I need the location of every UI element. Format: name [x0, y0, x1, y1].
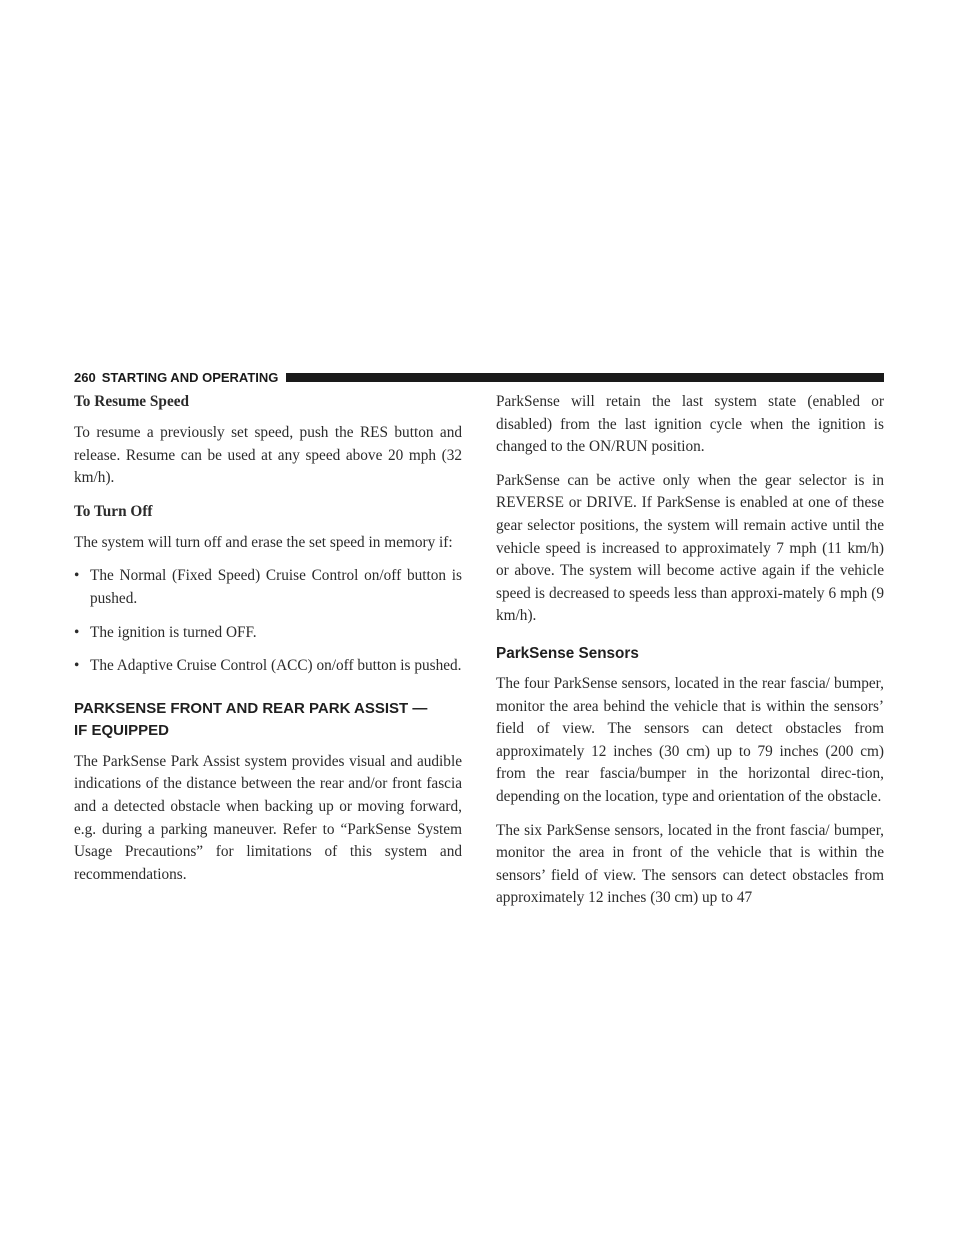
parksense-heading-line1: PARKSENSE FRONT AND REAR PARK ASSIST —	[74, 699, 428, 717]
bullet-icon: •	[74, 567, 80, 585]
rear-sensors-text: The four ParkSense sensors, located in the rear fascia/ bumper, monitor the area behind the vehicle that is within the sensors’ field of view. The sensors can detect obstacles from approximately 12 inches (30 cm) up to 79 inches (200 cm) from the rear fascia/bumper in the horizontal direc-tion, depending on the location, type and orientation of the obstacle.	[496, 674, 884, 805]
header-rule	[286, 373, 884, 382]
left-column	[74, 391, 462, 897]
bullet-icon: •	[74, 623, 80, 641]
list-item	[74, 622, 462, 645]
section-title: STARTING AND OPERATING	[101, 369, 279, 385]
list-item	[74, 655, 462, 678]
parksense-heading-line2: IF EQUIPPED	[74, 721, 170, 739]
list-item-text: The Normal (Fixed Speed) Cruise Control on/off button is pushed.	[90, 567, 462, 607]
page-header	[74, 369, 884, 385]
resume-speed-heading: To Resume Speed	[74, 393, 190, 410]
right-column	[496, 391, 884, 921]
list-item-text: The ignition is turned OFF.	[90, 623, 257, 641]
active-conditions-text: ParkSense can be active only when the gear selector is in REVERSE or DRIVE. If ParkSense is enabled at one of these gear selector positions, the system will remain active until the vehicle speed is increased to approximately 7 mph (11 km/h) or above. The system will become active again if the vehicle speed is decreased to speeds less than approxi-mately 6 mph (9 km/h).	[496, 471, 884, 625]
page-number: 260	[74, 369, 96, 385]
turn-off-conditions-list	[74, 565, 462, 677]
parksense-section-heading	[74, 698, 462, 742]
parksense-intro-text: The ParkSense Park Assist system provides visual and audible indications of the distance between the rear and/or front fascia and a detected obstacle when backing up or moving forward, e.g. during a parking maneuver. Refer to “ParkSense System Usage Precautions” for limitations of this system and recommendations.	[74, 752, 462, 883]
front-sensors-text: The six ParkSense sensors, located in the front fascia/ bumper, monitor the area in front of the vehicle that is within the sensors’ field of view. The sensors can detect obstacles from approximately 12 inches (30 cm) up to 47	[496, 821, 884, 907]
list-item-text: The Adaptive Cruise Control (ACC) on/off button is pushed.	[90, 657, 462, 675]
turn-off-heading: To Turn Off	[74, 502, 153, 520]
sensors-heading: ParkSense Sensors	[496, 644, 639, 662]
resume-speed-text: To resume a previously set speed, push the RES button and release. Resume can be used at any speed above 20 mph (32 km/h).	[74, 424, 462, 487]
retain-state-text: ParkSense will retain the last system state (enabled or disabled) from the last ignition cycle when the ignition is changed to the ON/RUN position.	[496, 393, 884, 456]
list-item	[74, 565, 462, 610]
bullet-icon: •	[74, 657, 80, 675]
turn-off-text: The system will turn off and erase the set speed in memory if:	[74, 533, 453, 551]
